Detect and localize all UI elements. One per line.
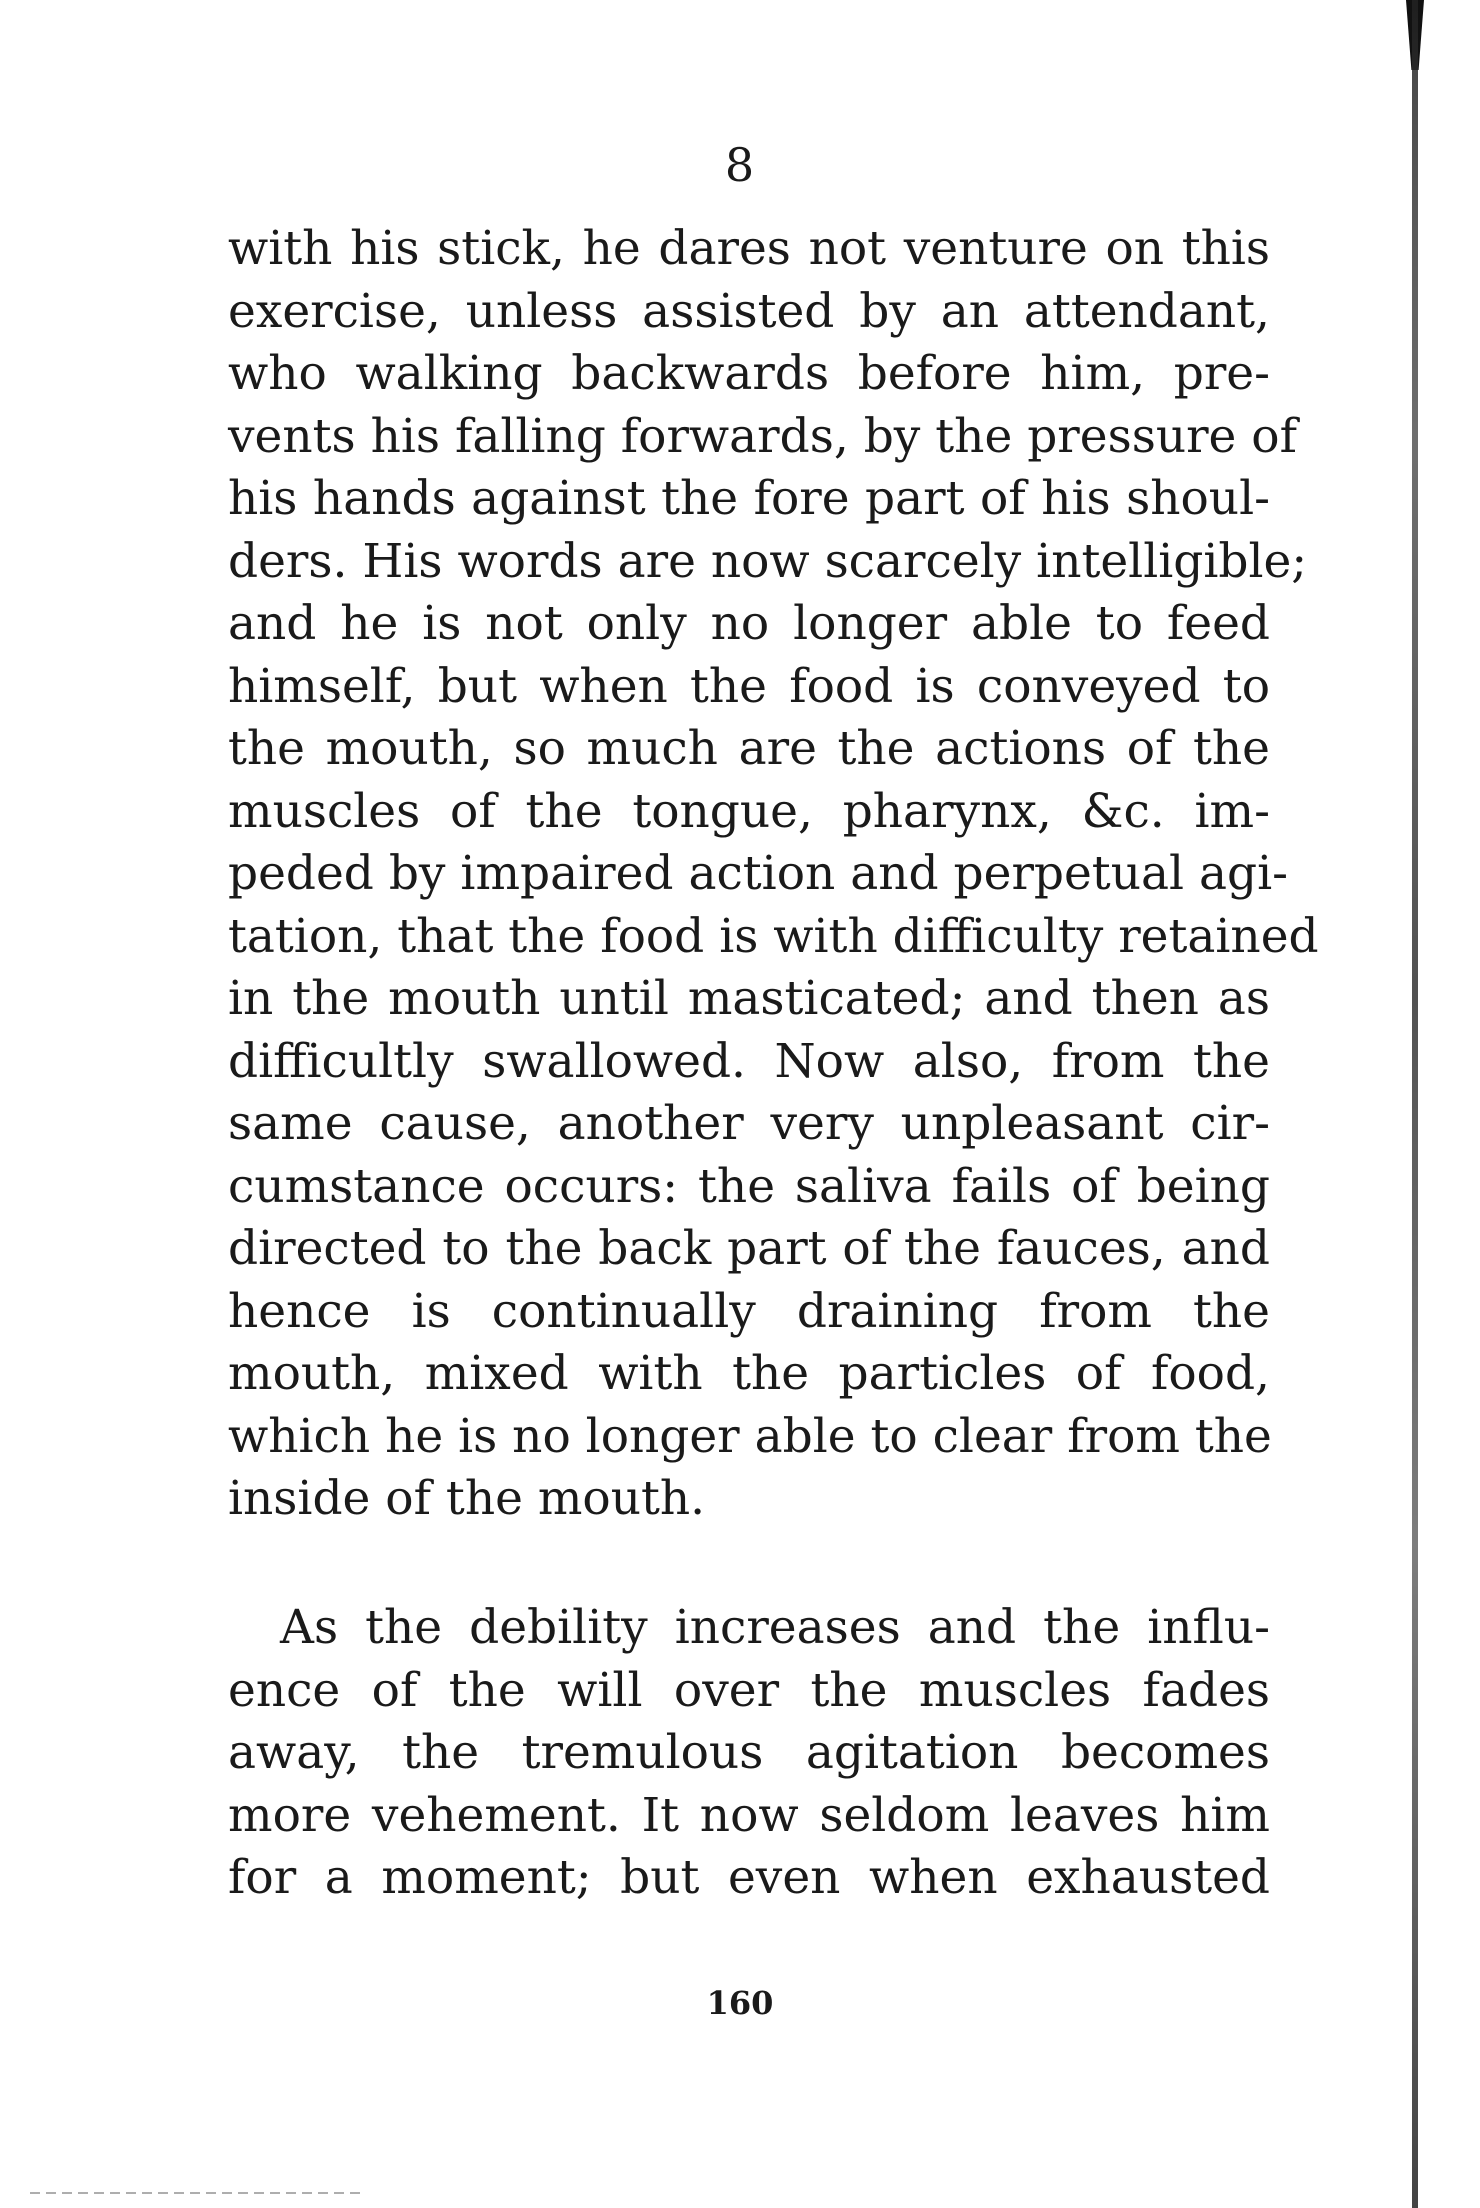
text-line: the mouth, so much are the actions of the [228,721,1270,776]
text-line: tation, that the food is with difficulty retained [228,908,1319,964]
text-line: away, the tremulous agitation becomes [228,1725,1270,1780]
text-line: As the debility increases and the influ- [280,1600,1270,1655]
scan-artifact [30,2192,360,2194]
text-line: in the mouth until masticated; and then as [228,971,1270,1026]
text-line: his hands against the fore part of his shoul- [228,471,1270,526]
text-line: difficultly swallowed. Now also, from the [228,1033,1270,1089]
text-line: which he is no longer able to clear from the [228,1408,1272,1464]
page-number: 8 [724,138,756,192]
book-spine-edge [1412,0,1418,2208]
signature-mark: 160 [706,1984,774,2022]
text-line: ence of the will over the muscles fades [228,1662,1270,1718]
text-line: muscles of the tongue, pharynx, &c. im- [228,783,1270,839]
text-line: peded by impaired action and perpetual agi- [228,846,1288,901]
text-line: hence is continually draining from the [228,1283,1270,1339]
text-line: cumstance occurs: the saliva fails of being [228,1158,1270,1214]
paragraph-1 [228,218,1319,1531]
text-line: exercise, unless assisted by an attendant, [228,283,1270,339]
text-line: and he is not only no longer able to feed [228,596,1270,651]
paragraph-2 [228,1597,1270,1910]
text-line: ders. His words are now scarcely intelligible; [228,533,1308,589]
text-line: himself, but when the food is conveyed to [228,658,1270,714]
text-line: mouth, mixed with the particles of food, [228,1346,1270,1401]
text-line: same cause, another very unpleasant cir- [228,1096,1270,1151]
text-line: who walking backwards before him, pre- [228,346,1270,401]
text-line: inside of the mouth. [228,1471,706,1526]
text-line: with his stick, he dares not venture on this [228,221,1270,276]
text-line: vents his falling forwards, by the pressure of [228,408,1297,464]
text-line: for a moment; but even when exhausted [228,1850,1270,1905]
text-line: directed to the back part of the fauces, and [228,1221,1270,1276]
text-line: more vehement. It now seldom leaves him [228,1787,1270,1843]
